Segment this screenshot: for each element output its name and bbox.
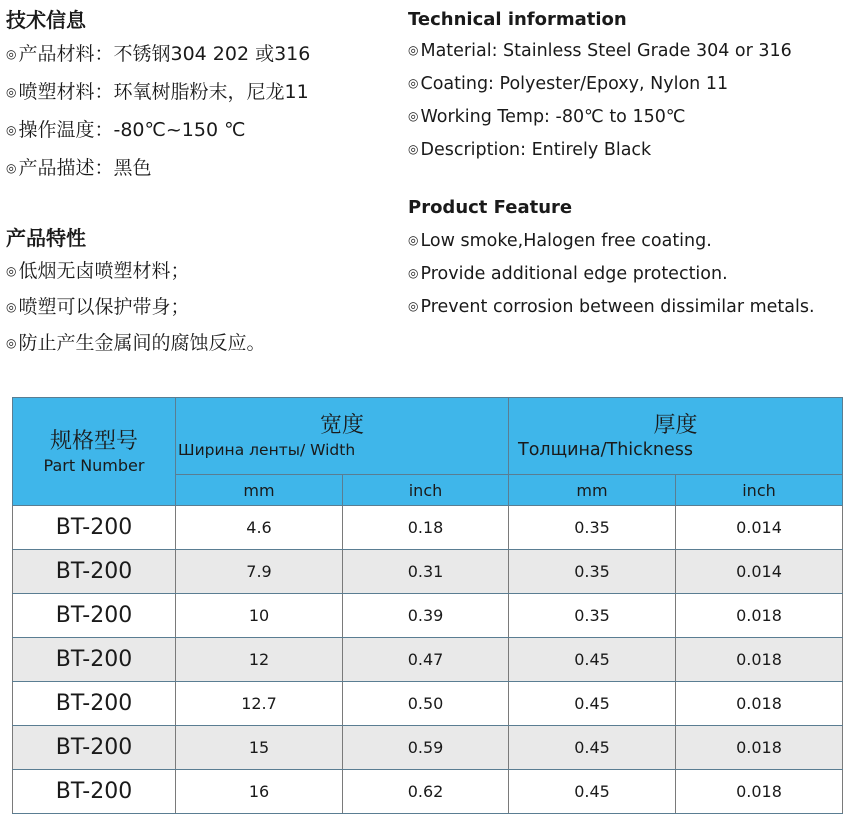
width-inch-cell: 0.62 [343,770,509,814]
thickness-mm-cell: 0.35 [509,506,676,550]
list-item: ◎ Description: Entirely Black [408,140,652,160]
width-header: 宽度 Ширина ленты/ Width [176,398,509,475]
table-row [13,682,843,726]
list-item: ◎ Low smoke,Halogen free coating. [408,231,712,251]
bullet-icon: ◎ [408,43,419,57]
bullet-icon: ◎ [408,109,419,123]
tech-info-cn-heading: 技术信息 [6,8,86,32]
bullet-icon: ◎ [6,264,17,278]
thickness-inch-cell: 0.018 [676,682,843,726]
thickness-inch-cell: 0.018 [676,770,843,814]
feature-en-list [408,228,815,327]
feature-cn-list [6,259,266,367]
list-item: ◎ Provide additional edge protection. [408,264,728,284]
bullet-icon: ◎ [408,266,419,280]
width-mm-cell: 12 [176,638,343,682]
list-item: ◎ Material: Stainless Steel Grade 304 or 316 [408,41,792,61]
thickness-mm-cell: 0.35 [509,594,676,638]
part-number-cell: BT-200 [13,726,176,770]
table-row [13,770,843,814]
width-inch-cell: 0.39 [343,594,509,638]
bullet-icon: ◎ [408,142,419,156]
bullet-icon: ◎ [408,233,419,247]
table-row [13,638,843,682]
part-number-cell: BT-200 [13,506,176,550]
tech-info-en-heading: Technical information [408,9,627,30]
thickness-inch-cell: 0.014 [676,550,843,594]
width-mm-cell: 10 [176,594,343,638]
width-mm-cell: 15 [176,726,343,770]
width-mm-header: mm [176,475,343,506]
thickness-inch-cell: 0.018 [676,594,843,638]
thickness-mm-header: mm [509,475,676,506]
feature-en-heading: Product Feature [408,197,573,218]
bullet-icon: ◎ [408,76,419,90]
thickness-mm-cell: 0.35 [509,550,676,594]
width-mm-cell: 4.6 [176,506,343,550]
list-item: ◎ 防止产生金属间的腐蚀反应。 [6,332,266,354]
spec-table [12,397,843,814]
tech-info-cn-list [6,42,310,194]
list-item: ◎ 喷塑材料：环氧树脂粉末，尼龙11 [6,81,309,103]
list-item: ◎ Coating: Polyester/Epoxy, Nylon 11 [408,74,729,94]
table-row [13,594,843,638]
part-number-cell: BT-200 [13,594,176,638]
bullet-icon: ◎ [6,336,17,350]
bullet-icon: ◎ [6,123,17,137]
width-inch-cell: 0.31 [343,550,509,594]
list-item: ◎ Working Temp: -80℃ to 150℃ [408,107,686,127]
feature-cn-section [6,226,86,250]
tech-info-cn-section [6,8,86,32]
width-mm-cell: 16 [176,770,343,814]
width-inch-cell: 0.18 [343,506,509,550]
thickness-mm-cell: 0.45 [509,682,676,726]
table-row [13,726,843,770]
list-item: ◎ 产品描述：黑色 [6,157,152,179]
tech-info-en-list [408,38,792,170]
width-mm-cell: 7.9 [176,550,343,594]
width-inch-cell: 0.47 [343,638,509,682]
list-item: ◎ Prevent corrosion between dissimilar metals. [408,297,815,317]
bullet-icon: ◎ [408,299,419,313]
list-item: ◎ 喷塑可以保护带身； [6,296,190,318]
thickness-mm-cell: 0.45 [509,726,676,770]
width-inch-header: inch [343,475,509,506]
thickness-header: 厚度 Толщина/Thickness [509,398,843,475]
list-item: ◎ 产品材料：不锈钢304 202 或316 [6,43,311,65]
part-number-header: 规格型号 Part Number [13,398,176,506]
thickness-inch-header: inch [676,475,843,506]
tech-info-en-section [408,8,627,32]
width-inch-cell: 0.59 [343,726,509,770]
thickness-mm-cell: 0.45 [509,638,676,682]
part-number-cell: BT-200 [13,638,176,682]
bullet-icon: ◎ [6,47,17,61]
thickness-inch-cell: 0.018 [676,638,843,682]
thickness-inch-cell: 0.014 [676,506,843,550]
part-number-cell: BT-200 [13,770,176,814]
bullet-icon: ◎ [6,300,17,314]
list-item: ◎ 低烟无卤喷塑材料； [6,260,190,282]
thickness-inch-cell: 0.018 [676,726,843,770]
width-inch-cell: 0.50 [343,682,509,726]
list-item: ◎ 操作温度：-80℃~150 ℃ [6,119,246,141]
thickness-mm-cell: 0.45 [509,770,676,814]
bullet-icon: ◎ [6,85,17,99]
feature-cn-heading: 产品特性 [6,226,86,250]
feature-en-section [408,196,572,220]
part-number-cell: BT-200 [13,682,176,726]
table-row [13,506,843,550]
bullet-icon: ◎ [6,161,17,175]
width-mm-cell: 12.7 [176,682,343,726]
table-row [13,550,843,594]
part-number-cell: BT-200 [13,550,176,594]
